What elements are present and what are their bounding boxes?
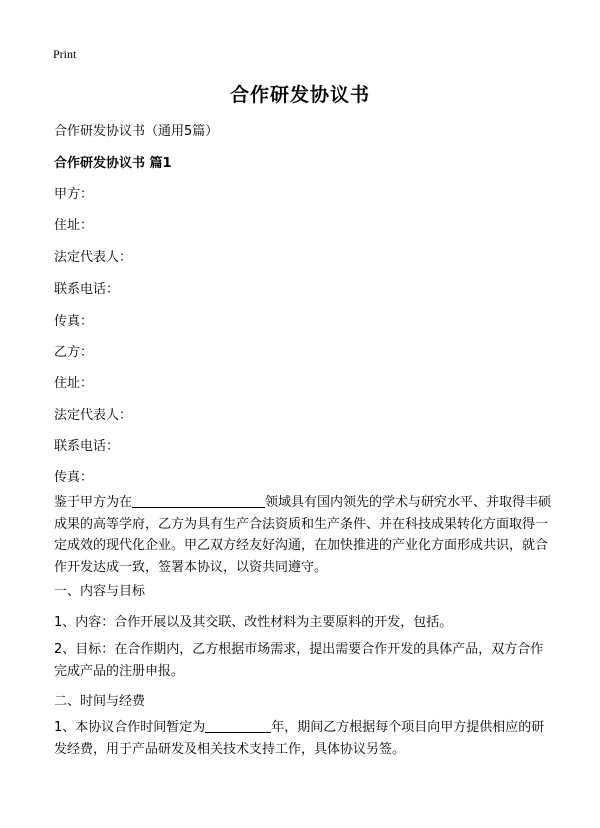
item-time-rest: 年，期间乙方根据每个项目向甲方提供相应的研发经费，用于产品研发及相关技术支持工作，具体协议另签。 (54, 720, 545, 757)
fill-in-blank (205, 719, 271, 733)
document-title: 合作研发协议书 (229, 84, 370, 106)
intro-text-rest: 领域具有国内领先的学术与研究水平、并取得丰硕成果的高等学府，乙方为具有生产合法资质和生产条件、并在科技成果转化方面取得一定成效的现代化企业。甲乙双方经友好沟通，在加快推进的产业化方面形成共识，就合作开发达成一致，签署本协议，以资共同遵守。 (54, 495, 552, 575)
item-goal: 2、目标：在合作期内，乙方根据市场需求，提出需要合作开发的具体产品，双方合作完成产品的注册申报。 (54, 642, 544, 679)
document-subtitle: 合作研发协议书（通用5篇） (54, 124, 219, 139)
intro-text-start: 鉴于甲方为在 (54, 495, 133, 510)
party-a-fax: 传真： (54, 314, 94, 329)
fill-in-blank (132, 494, 265, 508)
party-a-address: 住址： (54, 218, 94, 233)
party-a-phone: 联系电话： (54, 282, 120, 297)
intro-paragraph (54, 492, 554, 578)
party-a-label: 甲方： (54, 187, 94, 202)
party-b-phone: 联系电话： (54, 439, 120, 454)
party-b-legal-rep: 法定代表人： (54, 408, 133, 423)
item-content: 1、内容：合作开展以及其交联、改性材料为主要原料的开发，包括。 (54, 615, 453, 630)
print-label: Print (53, 47, 77, 61)
heading-content-goals: 一、内容与目标 (54, 584, 146, 599)
heading-time-funding: 二、时间与经费 (54, 694, 146, 709)
party-a-legal-rep: 法定代表人： (54, 250, 133, 265)
party-b-address: 住址： (54, 376, 94, 391)
party-b-label: 乙方： (54, 345, 94, 360)
item-time (54, 717, 554, 760)
party-b-fax: 传真： (54, 470, 94, 485)
item-time-start: 1、本协议合作时间暂定为 (54, 720, 206, 735)
section-heading: 合作研发协议书 篇1 (54, 156, 172, 171)
